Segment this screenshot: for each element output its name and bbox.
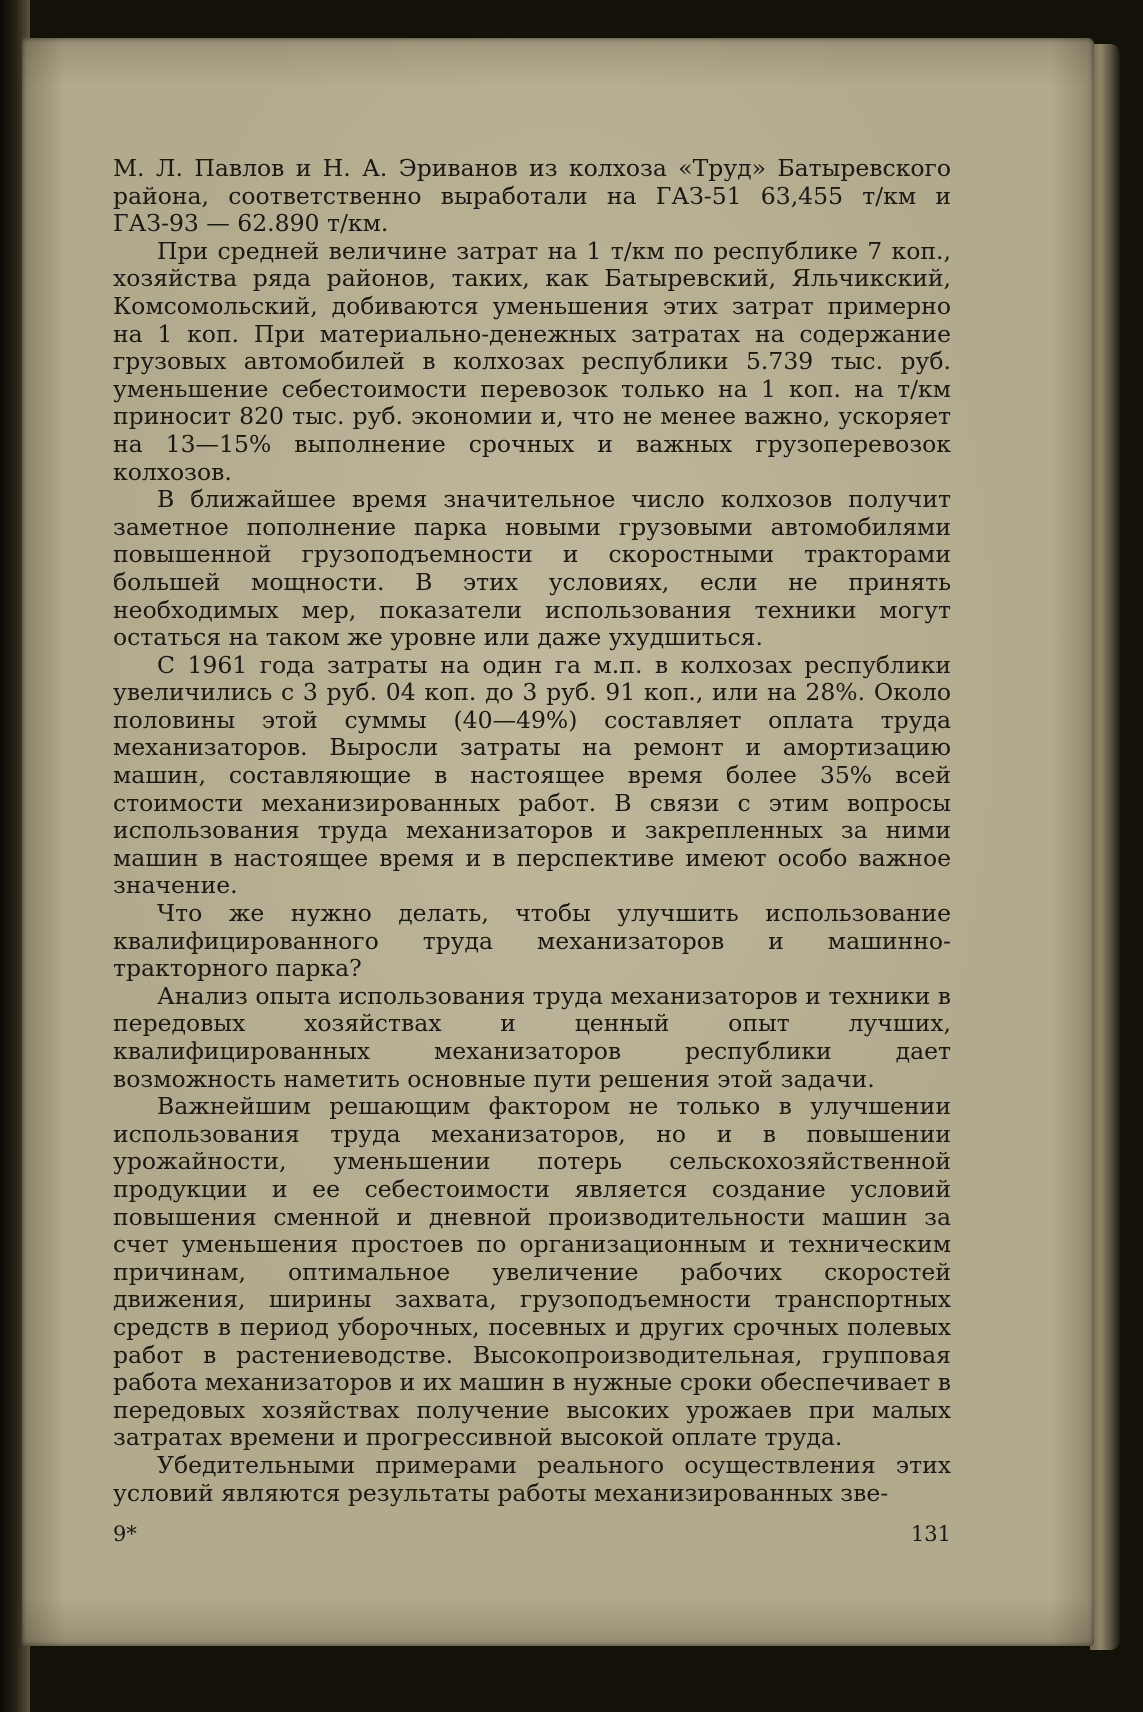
paragraph-5: Что же нужно делать, чтобы улучшить использование квалифицированного труда механизаторов и машинно-тракторного парка?	[113, 899, 951, 983]
paragraph-8: Убедительными примерами реального осуществления этих условий являются результаты работы механизированных зве-	[113, 1450, 951, 1507]
paragraph-2: При средней величине затрат на 1 т/км по республике 7 коп., хозяйства ряда районов, таких, как Батыревский, Яльчикский, Комсомольский, добиваются уменьшения этих затрат примерно на 1 коп. При материально-денежных затратах на содержание грузовых автомобилей в колхозах республики 5.739 тыс. руб. уменьшение себестоимости перевозок только на 1 коп. на т/км приносит 820 тыс. руб. экономии и, что не менее важно, ускоряет на 13—15% выполнение срочных и важных грузоперевозок колхозов.	[113, 236, 951, 486]
paragraph-1: М. Л. Павлов и Н. А. Эриванов из колхоза «Труд» Батыревского района, соответственно выработали на ГАЗ-51 63,455 т/км и ГАЗ-93 — 62.890 т/км.	[113, 154, 951, 238]
page-footer	[113, 1522, 951, 1552]
paragraph-7: Важнейшим решающим фактором не только в улучшении использования труда механизаторов, но и в повышении урожайности, уменьшении потерь сельскохозяйственной продукции и ее себестоимости является создание условий повышения сменной и дневной производительности машин за счет уменьшения простоев по организационным и техническим причинам, оптимальное увеличение рабочих скоростей движения, ширины захвата, грузоподъемности транспортных средств в период уборочных, посевных и других срочных полевых работ в растениеводстве. Высокопроизводительная, групповая работа механизаторов и их машин в нужные сроки обеспечивает в передовых хозяйствах получение высоких урожаев при малых затратах времени и прогрессивной высокой оплате труда.	[113, 1092, 951, 1452]
signature-mark: 9*	[113, 1522, 137, 1546]
paragraph-6: Анализ опыта использования труда механизаторов и техники в передовых хозяйствах и ценный опыт лучших, квалифицированных механизаторов республики дает возможность наметить основные пути решения этой задачи.	[113, 981, 951, 1093]
paragraph-4: С 1961 года затраты на один га м.п. в колхозах республики увеличились с 3 руб. 04 коп. до 3 руб. 91 коп., или на 28%. Около половины этой суммы (40—49%) составляет оплата труда механизаторов. Выросли затраты на ремонт и амортизацию машин, составляющие в настоящее время более 35% всей стоимости механизированных работ. В связи с этим вопросы использования труда механизаторов и закрепленных за ними машин в настоящее время и в перспективе имеют особо важное значение.	[113, 650, 951, 900]
body-text	[113, 155, 951, 1507]
page-stack-edge	[1090, 44, 1120, 1650]
paragraph-3: В ближайшее время значительное число колхозов получит заметное пополнение парка новыми грузовыми автомобилями повышенной грузоподъемности и скоростными тракторами большей мощности. В этих условиях, если не принять необходимых мер, показатели использования техники могут остаться на таком же уровне или даже ухудшиться.	[113, 485, 951, 652]
page-number: 131	[910, 1522, 951, 1546]
